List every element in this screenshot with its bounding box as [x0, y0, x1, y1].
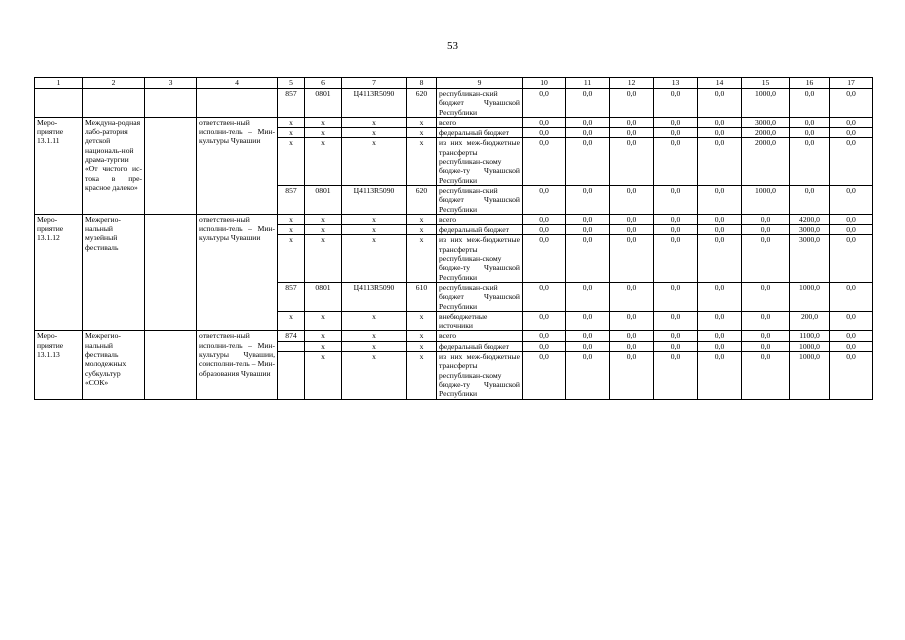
value-cell: 0,0	[523, 341, 566, 351]
table-row	[35, 89, 873, 118]
goal-cell	[145, 117, 197, 214]
goal-cell	[145, 89, 197, 118]
funding-source-cell: республикан-ский бюджет Чувашской Республики	[437, 282, 523, 311]
value-cell: 3000,0	[790, 235, 830, 282]
value-cell: 0,0	[698, 128, 742, 138]
value-cell: 0,0	[610, 282, 654, 311]
value-cell: 2000,0	[742, 128, 790, 138]
expense-type-cell: x	[407, 331, 437, 341]
value-cell: 1000,0	[790, 352, 830, 399]
value-cell: 0,0	[698, 235, 742, 282]
column-number: 5	[278, 78, 305, 89]
value-cell: 1000,0	[742, 185, 790, 214]
expense-type-cell: x	[407, 225, 437, 235]
value-cell: 0,0	[566, 331, 610, 341]
column-number: 1	[35, 78, 83, 89]
value-cell: 0,0	[698, 214, 742, 224]
value-cell: 0,0	[566, 117, 610, 127]
name-cell: Междуна-родная лабо-ратория детской националь-ной драма-тургии «От чистого ис-тока в пре-красное далеко»	[83, 117, 145, 214]
value-cell: 2000,0	[742, 138, 790, 185]
value-cell: 0,0	[742, 331, 790, 341]
expense-type-cell: x	[407, 128, 437, 138]
expense-type-cell: x	[407, 138, 437, 185]
value-cell: 0,0	[523, 331, 566, 341]
value-cell: 0,0	[654, 331, 698, 341]
value-cell: 0,0	[790, 185, 830, 214]
expense-type-cell: x	[407, 341, 437, 351]
value-cell: 0,0	[566, 138, 610, 185]
value-cell: 0,0	[830, 235, 873, 282]
expense-type-cell: x	[407, 352, 437, 399]
value-cell: 0,0	[830, 138, 873, 185]
value-cell: 0,0	[790, 117, 830, 127]
value-cell: 0,0	[610, 235, 654, 282]
value-cell: 0,0	[566, 185, 610, 214]
column-number: 16	[790, 78, 830, 89]
value-cell: 0,0	[523, 352, 566, 399]
target-article-cell: x	[342, 214, 407, 224]
column-number: 13	[654, 78, 698, 89]
expense-type-cell: x	[407, 311, 437, 331]
value-cell: 0,0	[830, 311, 873, 331]
value-cell: 0,0	[566, 311, 610, 331]
budget-table	[34, 77, 873, 400]
expense-type-cell: 610	[407, 282, 437, 311]
value-cell: 0,0	[523, 128, 566, 138]
value-cell: 0,0	[610, 214, 654, 224]
target-article-cell: x	[342, 128, 407, 138]
funding-source-cell: из них меж-бюджетные трансферты республикан-скому бюдже-ту Чувашской Республики	[437, 235, 523, 282]
item-cell: Меро-приятие 13.1.11	[35, 117, 83, 214]
funding-source-cell: из них меж-бюджетные трансферты республикан-скому бюдже-ту Чувашской Республики	[437, 138, 523, 185]
value-cell: 0,0	[610, 341, 654, 351]
section-cell: x	[305, 138, 342, 185]
value-cell: 0,0	[830, 128, 873, 138]
value-cell: 0,0	[698, 282, 742, 311]
value-cell: 0,0	[566, 89, 610, 118]
value-cell: 0,0	[830, 117, 873, 127]
value-cell: 0,0	[566, 214, 610, 224]
value-cell: 0,0	[698, 138, 742, 185]
value-cell: 0,0	[523, 311, 566, 331]
column-number: 15	[742, 78, 790, 89]
section-cell: x	[305, 331, 342, 341]
item-cell: Меро-приятие 13.1.13	[35, 331, 83, 399]
value-cell: 0,0	[523, 117, 566, 127]
value-cell: 0,0	[654, 117, 698, 127]
section-cell: x	[305, 235, 342, 282]
value-cell: 0,0	[742, 282, 790, 311]
value-cell: 0,0	[610, 138, 654, 185]
value-cell: 1000,0	[742, 89, 790, 118]
value-cell: 0,0	[654, 282, 698, 311]
target-article-cell: x	[342, 235, 407, 282]
value-cell: 0,0	[830, 341, 873, 351]
value-cell: 0,0	[830, 225, 873, 235]
column-number: 2	[83, 78, 145, 89]
funding-source-cell: республикан-ский бюджет Чувашской Республики	[437, 89, 523, 118]
responsible-cell: ответствен-ный исполни-тель – Мин-культуры Чувашии	[197, 117, 278, 214]
grbs-cell	[278, 352, 305, 399]
value-cell: 0,0	[742, 311, 790, 331]
value-cell: 0,0	[610, 185, 654, 214]
funding-source-cell: всего	[437, 214, 523, 224]
value-cell: 0,0	[698, 185, 742, 214]
column-number: 9	[437, 78, 523, 89]
value-cell: 0,0	[523, 138, 566, 185]
value-cell: 0,0	[610, 128, 654, 138]
column-number: 11	[566, 78, 610, 89]
target-article-cell: Ц4113R5090	[342, 282, 407, 311]
value-cell: 0,0	[654, 214, 698, 224]
value-cell: 0,0	[654, 225, 698, 235]
name-cell: Межрегио-нальный фестиваль молодежных субкультур «СОК»	[83, 331, 145, 399]
value-cell: 0,0	[566, 352, 610, 399]
value-cell: 0,0	[742, 214, 790, 224]
table-row	[35, 214, 873, 224]
value-cell: 0,0	[698, 89, 742, 118]
column-number: 4	[197, 78, 278, 89]
value-cell: 0,0	[523, 214, 566, 224]
value-cell: 3000,0	[790, 225, 830, 235]
expense-type-cell: x	[407, 235, 437, 282]
section-cell: x	[305, 214, 342, 224]
funding-source-cell: федеральный бюджет	[437, 341, 523, 351]
value-cell: 1000,0	[790, 282, 830, 311]
value-cell: 0,0	[610, 225, 654, 235]
value-cell: 0,0	[698, 225, 742, 235]
value-cell: 0,0	[698, 117, 742, 127]
target-article-cell: Ц4113R5090	[342, 185, 407, 214]
value-cell: 0,0	[790, 89, 830, 118]
value-cell: 0,0	[830, 282, 873, 311]
value-cell: 0,0	[742, 341, 790, 351]
name-cell: Межрегио-нальный музейный фестиваль	[83, 214, 145, 331]
value-cell: 0,0	[698, 352, 742, 399]
table-row	[35, 117, 873, 127]
target-article-cell: x	[342, 352, 407, 399]
grbs-cell: x	[278, 311, 305, 331]
value-cell: 0,0	[523, 89, 566, 118]
value-cell: 0,0	[654, 128, 698, 138]
value-cell: 0,0	[790, 138, 830, 185]
funding-source-cell: республикан-ский бюджет Чувашской Республики	[437, 185, 523, 214]
value-cell: 0,0	[654, 185, 698, 214]
column-number: 8	[407, 78, 437, 89]
value-cell: 0,0	[742, 352, 790, 399]
grbs-cell: 857	[278, 282, 305, 311]
value-cell: 0,0	[566, 225, 610, 235]
grbs-cell: 874	[278, 331, 305, 341]
value-cell: 4200,0	[790, 214, 830, 224]
grbs-cell: x	[278, 128, 305, 138]
column-number: 14	[698, 78, 742, 89]
section-cell: x	[305, 225, 342, 235]
section-cell: x	[305, 128, 342, 138]
value-cell: 0,0	[523, 282, 566, 311]
section-cell: x	[305, 352, 342, 399]
target-article-cell: x	[342, 117, 407, 127]
column-number: 12	[610, 78, 654, 89]
responsible-cell: ответствен-ный исполни-тель – Мин-культуры Чувашии	[197, 214, 278, 331]
grbs-cell: x	[278, 225, 305, 235]
grbs-cell: 857	[278, 89, 305, 118]
expense-type-cell: 620	[407, 89, 437, 118]
responsible-cell	[197, 89, 278, 118]
value-cell: 0,0	[742, 225, 790, 235]
section-cell: 0801	[305, 89, 342, 118]
target-article-cell: x	[342, 341, 407, 351]
value-cell: 0,0	[830, 185, 873, 214]
value-cell: 200,0	[790, 311, 830, 331]
section-cell: 0801	[305, 282, 342, 311]
name-cell	[83, 89, 145, 118]
target-article-cell: x	[342, 225, 407, 235]
value-cell: 0,0	[654, 352, 698, 399]
value-cell: 0,0	[830, 214, 873, 224]
target-article-cell: x	[342, 311, 407, 331]
value-cell: 0,0	[698, 311, 742, 331]
value-cell: 0,0	[830, 331, 873, 341]
grbs-cell: x	[278, 214, 305, 224]
column-number: 7	[342, 78, 407, 89]
target-article-cell: x	[342, 138, 407, 185]
section-cell: x	[305, 341, 342, 351]
value-cell: 0,0	[523, 185, 566, 214]
section-cell: 0801	[305, 185, 342, 214]
grbs-cell: x	[278, 235, 305, 282]
value-cell: 0,0	[742, 235, 790, 282]
grbs-cell: 857	[278, 185, 305, 214]
expense-type-cell: 620	[407, 185, 437, 214]
value-cell: 0,0	[523, 225, 566, 235]
section-cell: x	[305, 311, 342, 331]
value-cell: 1100,0	[790, 331, 830, 341]
value-cell: 0,0	[654, 138, 698, 185]
value-cell: 3000,0	[742, 117, 790, 127]
value-cell: 0,0	[566, 235, 610, 282]
value-cell: 0,0	[610, 89, 654, 118]
funding-source-cell: внебюджетные источники	[437, 311, 523, 331]
value-cell: 0,0	[566, 128, 610, 138]
target-article-cell: Ц4113R5090	[342, 89, 407, 118]
target-article-cell: x	[342, 331, 407, 341]
value-cell: 0,0	[566, 282, 610, 311]
value-cell: 0,0	[830, 352, 873, 399]
column-number-row	[35, 78, 873, 89]
funding-source-cell: всего	[437, 331, 523, 341]
value-cell: 0,0	[610, 311, 654, 331]
column-number: 6	[305, 78, 342, 89]
funding-source-cell: из них меж-бюджетные трансферты республикан-скому бюдже-ту Чувашской Республики	[437, 352, 523, 399]
column-number: 10	[523, 78, 566, 89]
section-cell: x	[305, 117, 342, 127]
value-cell: 0,0	[610, 117, 654, 127]
value-cell: 0,0	[790, 128, 830, 138]
grbs-cell	[278, 341, 305, 351]
value-cell: 0,0	[610, 352, 654, 399]
value-cell: 0,0	[654, 89, 698, 118]
value-cell: 1000,0	[790, 341, 830, 351]
table-row	[35, 331, 873, 341]
value-cell: 0,0	[654, 235, 698, 282]
column-number: 17	[830, 78, 873, 89]
value-cell: 0,0	[654, 311, 698, 331]
goal-cell	[145, 331, 197, 399]
item-cell	[35, 89, 83, 118]
value-cell: 0,0	[830, 89, 873, 118]
value-cell: 0,0	[654, 341, 698, 351]
responsible-cell: ответствен-ный исполни-тель – Мин-культуры Чувашии, соисполни-тель – Мин-образования Чувашии	[197, 331, 278, 399]
grbs-cell: x	[278, 117, 305, 127]
item-cell: Меро-приятие 13.1.12	[35, 214, 83, 331]
value-cell: 0,0	[610, 331, 654, 341]
expense-type-cell: x	[407, 117, 437, 127]
column-number: 3	[145, 78, 197, 89]
funding-source-cell: всего	[437, 117, 523, 127]
value-cell: 0,0	[698, 331, 742, 341]
page-number: 53	[447, 40, 458, 52]
goal-cell	[145, 214, 197, 331]
value-cell: 0,0	[566, 341, 610, 351]
value-cell: 0,0	[698, 341, 742, 351]
value-cell: 0,0	[523, 235, 566, 282]
funding-source-cell: федеральный бюджет	[437, 128, 523, 138]
grbs-cell: x	[278, 138, 305, 185]
funding-source-cell: федеральный бюджет	[437, 225, 523, 235]
expense-type-cell: x	[407, 214, 437, 224]
